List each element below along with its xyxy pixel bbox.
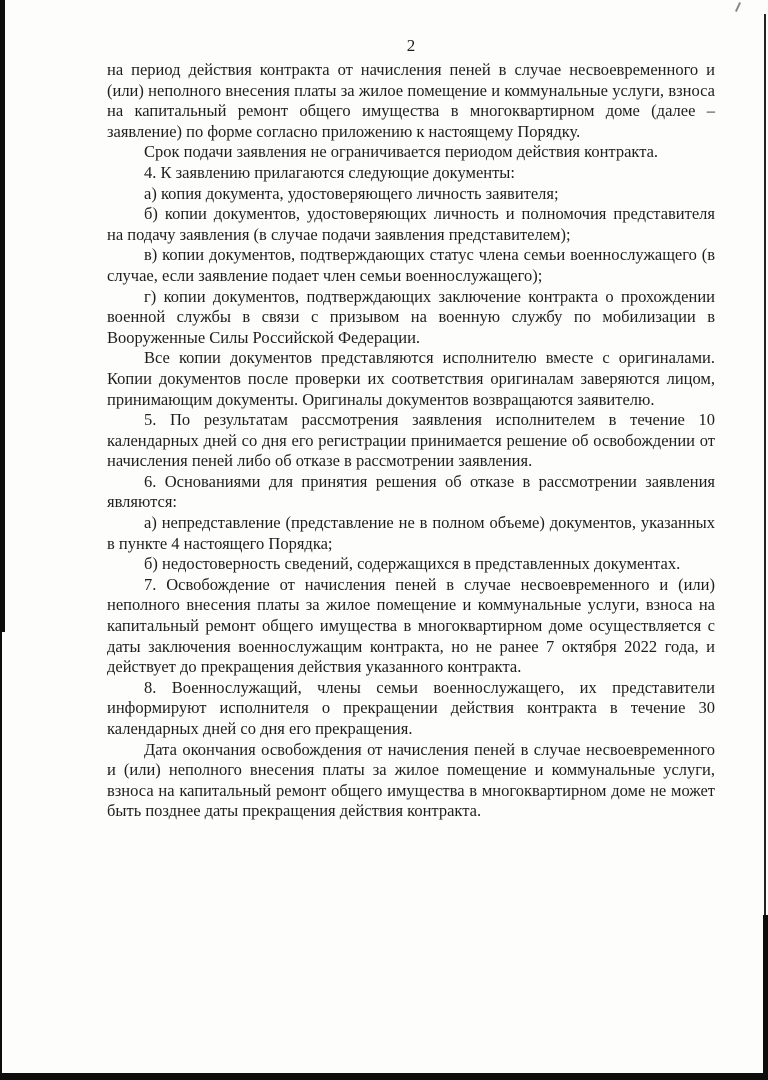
paragraph: Дата окончания освобождения от начисления пеней в случае несвоевременного и (или) неполного внесения платы за жилое помещение и коммунальные услуги, взноса на капитальный ремонт общего имущества в многоквартирном доме не может быть позднее даты прекращения действия контракта.: [107, 739, 715, 821]
paragraph-subitem-b: б) копии документов, удостоверяющих личность и полномочия представителя на подачу заявления (в случае подачи заявления представителем);: [107, 204, 715, 244]
scan-edge-left-thin: [0, 0, 2, 1074]
paragraph-subitem-g: г) копии документов, подтверждающих заключение контракта о прохождении военной службы в связи с призывом на военную службу по мобилизации в Вооруженные Силы Российской Федерации.: [107, 286, 715, 347]
paragraph: Все копии документов представляются исполнителю вместе с оригиналами. Копии документов после проверки их соответствия оригиналам заверяются лицом, принимающим документы. Оригиналы документов возвращаются заявителю.: [107, 348, 715, 409]
scan-mark-top-right: [735, 2, 741, 12]
paragraph-subitem-a: а) непредставление (представление не в полном объеме) документов, указанных в пункте 4 настоящего Порядка;: [107, 513, 715, 553]
document-body: [107, 60, 715, 822]
paragraph-item-6: 6. Основаниями для принятия решения об отказе в рассмотрении заявления являются:: [107, 471, 715, 512]
scan-edge-bottom: [0, 1073, 768, 1080]
scan-edge-right-thin: [764, 14, 766, 918]
paragraph-subitem-b: б) недостоверность сведений, содержащихся в представленных документах.: [144, 554, 681, 574]
paragraph-item-8: 8. Военнослужащий, члены семьи военнослужащего, их представители информируют исполнителя о прекращении действия контракта в течение 30 календарных дней со дня его прекращения.: [107, 677, 715, 738]
page-number: 2: [406, 36, 416, 55]
scan-edge-right-thick: [763, 915, 768, 1080]
paragraph-item-7: 7. Освобождение от начисления пеней в случае несвоевременного и (или) неполного внесения платы за жилое помещение и коммунальные услуги, взноса на капитальный ремонт общего имущества в многоквартирном доме осуществляется с даты заключения военнослужащим контракта, но не ранее 7 октября 2022 года, и действует до прекращения действия указанного контракта.: [107, 574, 715, 677]
paragraph-item-4: 4. К заявлению прилагаются следующие документы:: [144, 162, 515, 182]
paragraph-continuation: на период действия контракта от начисления пеней в случае несвоевременного и (или) неполного внесения платы за жилое помещение и коммунальные услуги, взноса на капитальный ремонт общего имущества в многоквартирном доме (далее – заявление) по форме согласно приложению к настоящему Порядку.: [107, 60, 715, 141]
paragraph-subitem-a: а) копия документа, удостоверяющего личность заявителя;: [144, 183, 559, 203]
paragraph: Срок подачи заявления не ограничивается периодом действия контракта.: [144, 142, 659, 162]
paragraph-item-5: 5. По результатам рассмотрения заявления исполнителем в течение 10 календарных дней со дня его регистрации принимается решение об освобождении от начисления пеней либо об отказе в рассмотрении заявления.: [107, 410, 715, 471]
paragraph-subitem-v: в) копии документов, подтверждающих статус члена семьи военнослужащего (в случае, если заявление подает член семьи военнослужащего);: [107, 245, 715, 285]
